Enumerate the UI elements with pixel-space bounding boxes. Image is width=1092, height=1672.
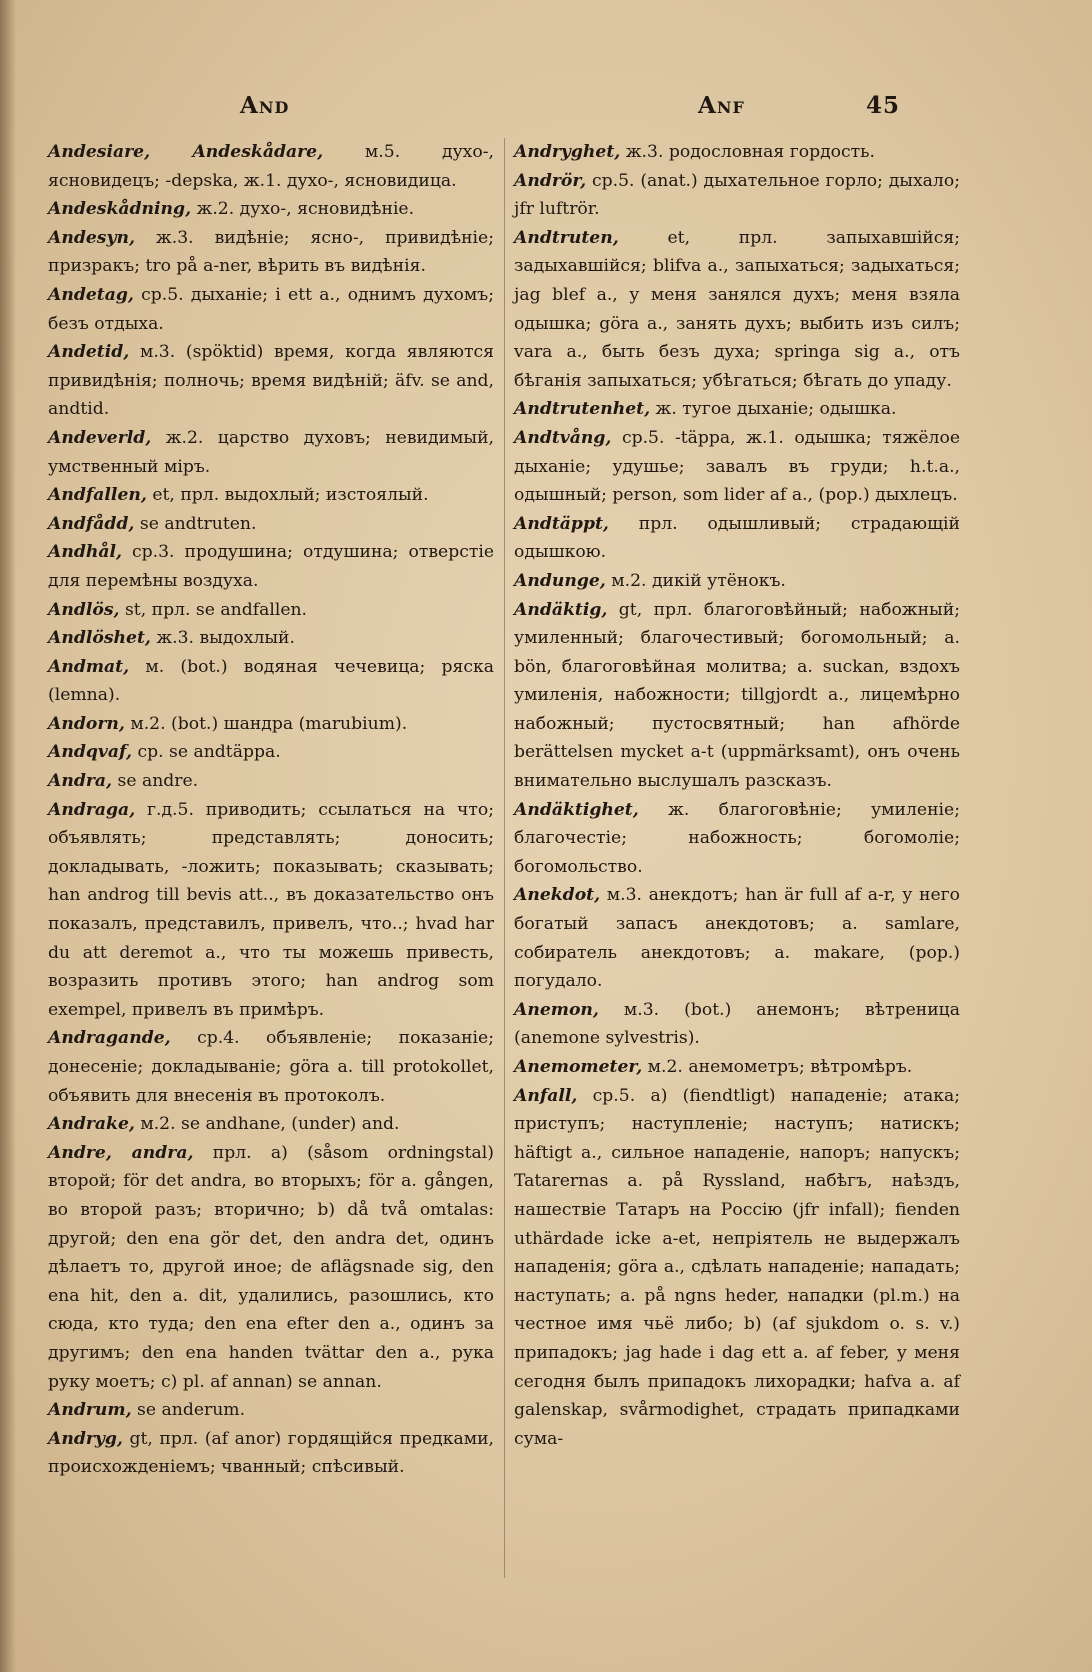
entry-headword: Andorn, <box>48 713 125 734</box>
entry-headword: Andrör, <box>514 170 587 191</box>
dictionary-entry <box>48 138 494 195</box>
entry-headword: Andtruten, <box>514 227 619 248</box>
header-right-guide-word: Anf <box>698 92 745 119</box>
entry-definition: ср.5. a) (fiendtligt) нападеніе; атака; приступъ; наступленіе; наступъ; натискъ; häftigt a., сильное нападеніе, напоръ; напускъ; Tatarernas a. på Ryssland, набѣгъ, наѣздъ, нашествіе Татаръ на Россію (jfr infall); fienden uthärdade icke a-et, непріятель не выдержалъ нападенія; göra a., сдѣлать нападеніе; нападать; наступать; a. på ngns heder, нападки (pl.m.) на честное имя чьё либо; b) (af sjukdom o. s. v.) припадокъ; jag hade i dag ett a. af feber, у меня сегодня былъ припадокъ лихорадки; hafva a. af galenskap, svårmodighet, страдать припадками сума- <box>514 1085 960 1449</box>
entry-definition: ж. тугое дыханіе; одышка. <box>650 399 897 420</box>
dictionary-entry <box>48 624 494 653</box>
entry-headword: Andesyn, <box>48 227 135 248</box>
right-column <box>514 138 960 1453</box>
entry-headword: Andtäppt, <box>514 513 609 534</box>
entry-headword: Andfallen, <box>48 485 147 506</box>
dictionary-entry <box>514 881 960 995</box>
entry-headword: Andlös, <box>48 599 120 620</box>
entry-headword: Andragande, <box>48 1028 171 1049</box>
dictionary-entry <box>514 395 960 424</box>
entry-headword: Anekdot, <box>514 885 601 906</box>
dictionary-entry <box>48 710 494 739</box>
entry-definition: se andre. <box>112 771 199 792</box>
entry-definition: м.3. (bot.) анемонъ; вѣтреница (anemone sylvestris). <box>514 999 960 1049</box>
entry-definition: прл. a) (såsom ordningstal) второй; för det andra, во вторыхъ; för a. gången, во второй разъ; вторично; b) då två omtalas: другой; den ena gör det, den andra det, одинъ дѣлаетъ то, другой иное; de aflägsnade sig, den ena hit, den a. dit, удалились, разошлись, кто сюда, кто туда; den ena efter den a., одинъ за другимъ; den ena handen tvättar den a., рука руку моетъ; c) pl. af annan) se annan. <box>48 1142 494 1392</box>
entry-definition: ж.2. духо-, ясновидѣніе. <box>191 199 415 220</box>
dictionary-entry <box>514 424 960 510</box>
entry-definition: прл. одышливый; страдающій одышкою. <box>514 513 960 563</box>
header-left-guide-word: And <box>240 92 290 119</box>
entry-definition: gt, прл. (af anor) гордящійся предками, происхожденіемъ; чванный; спѣсивый. <box>48 1428 494 1478</box>
dictionary-entry <box>514 996 960 1053</box>
entry-definition: ж.2. царство духовъ; невидимый, умственный міръ. <box>48 427 494 477</box>
dictionary-entry <box>48 424 494 481</box>
entry-definition: м.3. (spöktid) время, когда являются привидѣнія; полночь; время видѣній; äfv. se and, andtid. <box>48 342 494 420</box>
entry-definition: se andtruten. <box>134 513 257 534</box>
entry-headword: Andfådd, <box>48 513 135 534</box>
entry-headword: Andeverld, <box>48 427 152 448</box>
entry-definition: ср.5. (anat.) дыхательное горло; дыхало; jfr luftrör. <box>514 170 960 220</box>
dictionary-entry <box>48 281 494 338</box>
entry-headword: Andetag, <box>48 284 134 305</box>
entry-headword: Andäktighet, <box>514 799 639 820</box>
dictionary-entry <box>48 1139 494 1396</box>
entry-definition: ж.3. родословная гордость. <box>620 142 875 162</box>
dictionary-entry <box>514 1082 960 1454</box>
entry-headword: Andeskådning, <box>48 199 192 220</box>
entry-definition: ср. se andtäppa. <box>132 742 281 763</box>
entry-headword: Andra, <box>48 771 113 792</box>
dictionary-entry <box>48 1425 494 1482</box>
dictionary-entry <box>514 138 960 167</box>
dictionary-entry <box>48 195 494 224</box>
entry-definition: se anderum. <box>131 1400 246 1421</box>
page-edge <box>0 0 16 1672</box>
entry-definition: gt, прл. благоговѣйный; набожный; умиленный; благочестивый; богомольный; a. bön, благоговѣйная молитва; a. suckan, вздохъ умиленія, набожности; tillgjordt a., лицемѣрно набожный; пустосвятный; han afhörde berättelsen mycket a-t (uppmärksamt), онъ очень внимательно выслушалъ разсказъ. <box>514 599 960 792</box>
dictionary-entry <box>514 567 960 596</box>
entry-headword: Andqvaf, <box>48 742 132 763</box>
entry-definition: м.2. (bot.) шандра (marubium). <box>124 713 408 734</box>
dictionary-entry <box>48 738 494 767</box>
entry-headword: Andhål, <box>48 542 122 563</box>
entry-definition: ср.5. дыханіе; i ett a., однимъ духомъ; безъ отдыха. <box>48 284 494 334</box>
entry-headword: Andäktig, <box>514 599 608 620</box>
entry-definition: ж.3. видѣніе; ясно-, привидѣніе; призракъ; tro på a-ner, вѣрить въ видѣнія. <box>48 227 494 277</box>
entry-headword: Anfall, <box>514 1085 578 1106</box>
dictionary-entry <box>48 1396 494 1425</box>
column-divider <box>504 138 505 1578</box>
entry-definition: м.3. анекдотъ; han är full af a-r, у него богатый запасъ анекдотовъ; a. samlare, собиратель анекдотовъ; a. makare, (pop.) погудало. <box>514 885 960 992</box>
entry-headword: Andetid, <box>48 342 130 363</box>
entry-headword: Andunge, <box>514 570 606 591</box>
entry-headword: Anemon, <box>514 999 599 1020</box>
entry-headword: Andryg, <box>48 1428 123 1449</box>
entry-definition: м.2. дикій утёнокъ. <box>605 570 786 591</box>
entry-headword: Andryghet, <box>514 142 621 162</box>
dictionary-entry <box>48 1024 494 1110</box>
entry-definition: ж. благоговѣніе; умиленіе; благочестіе; набожность; богомоліе; богомольство. <box>514 799 960 877</box>
entry-definition: м.2. анемометръ; вѣтромѣръ. <box>642 1057 913 1077</box>
dictionary-entry <box>48 596 494 625</box>
entry-definition: г.д.5. приводить; ссылаться на что; объявлять; представлять; доносить; докладывать, -ложить; показывать; сказывать; han androg till bevis att.., въ доказательство онъ показалъ, представилъ, привелъ, что..; hvad har du att deremot a., что ты можешь привесть, возразить противъ этого; han androg som exempel, привелъ въ примѣръ. <box>48 799 494 1020</box>
dictionary-entry <box>514 167 960 224</box>
dictionary-entry <box>48 538 494 595</box>
dictionary-entry <box>48 1110 494 1139</box>
entry-headword: Andtvång, <box>514 427 612 448</box>
entry-headword: Andre, andra, <box>48 1142 194 1163</box>
entry-headword: Andlöshet, <box>48 628 151 649</box>
entry-headword: Andrum, <box>48 1400 132 1421</box>
dictionary-entry <box>48 510 494 539</box>
dictionary-entry <box>48 338 494 424</box>
dictionary-entry <box>514 510 960 567</box>
dictionary-entry <box>48 653 494 710</box>
entry-headword: Andesiare, Andeskådare, <box>48 142 324 162</box>
entry-headword: Andmat, <box>48 656 130 677</box>
entry-definition: ж.3. выдохлый. <box>150 628 295 649</box>
page-number: 45 <box>866 92 901 119</box>
entry-headword: Andrake, <box>48 1114 135 1135</box>
dictionary-entry <box>48 767 494 796</box>
dictionary-entry <box>514 596 960 796</box>
entry-definition: ср.5. -täppa, ж.1. одышка; тяжёлое дыханіе; удушье; завалъ въ груди; h.t.a., одышный; person, som lider af a., (pop.) дыхлецъ. <box>514 427 960 506</box>
entry-definition: st, прл. se andfallen. <box>119 599 308 620</box>
left-column <box>48 138 494 1482</box>
entry-definition: ср.3. продушина; отдушина; отверстіе для перемѣны воздуха. <box>48 542 494 591</box>
dictionary-entry <box>48 224 494 281</box>
entry-definition: м. (bot.) водяная чечевица; ряска (lemna). <box>48 656 494 706</box>
dictionary-entry <box>48 796 494 1025</box>
entry-definition: м.5. духо-, ясновидецъ; -dерska, ж.1. духо-, ясновидица. <box>48 142 494 191</box>
dictionary-entry <box>514 1053 960 1082</box>
entry-headword: Andtrutenhet, <box>514 399 651 420</box>
dictionary-entry <box>48 481 494 510</box>
dictionary-entry <box>514 224 960 396</box>
entry-definition: м.2. se andhane, (under) and. <box>134 1114 400 1135</box>
entry-definition: et, прл. выдохлый; изстоялый. <box>146 485 429 506</box>
dictionary-entry <box>514 796 960 882</box>
entry-headword: Anemometer, <box>514 1057 643 1077</box>
entry-headword: Andraga, <box>48 799 136 820</box>
entry-definition: ср.4. объявленіе; показаніе; донесеніе; докладываніе; göra a. till protokollet, объявить для внесенія въ протоколъ. <box>48 1028 494 1106</box>
entry-definition: et, прл. запыхавшійся; задыхавшійся; blifva a., запыхаться; задыхаться; jag blef a., у меня занялся духъ; меня взяла одышка; göra a., занять духъ; выбить изъ силъ; vara a., быть безъ духа; springa sig a., отъ бѣганія запыхаться; убѣгаться; бѣгать до упаду. <box>514 227 960 391</box>
